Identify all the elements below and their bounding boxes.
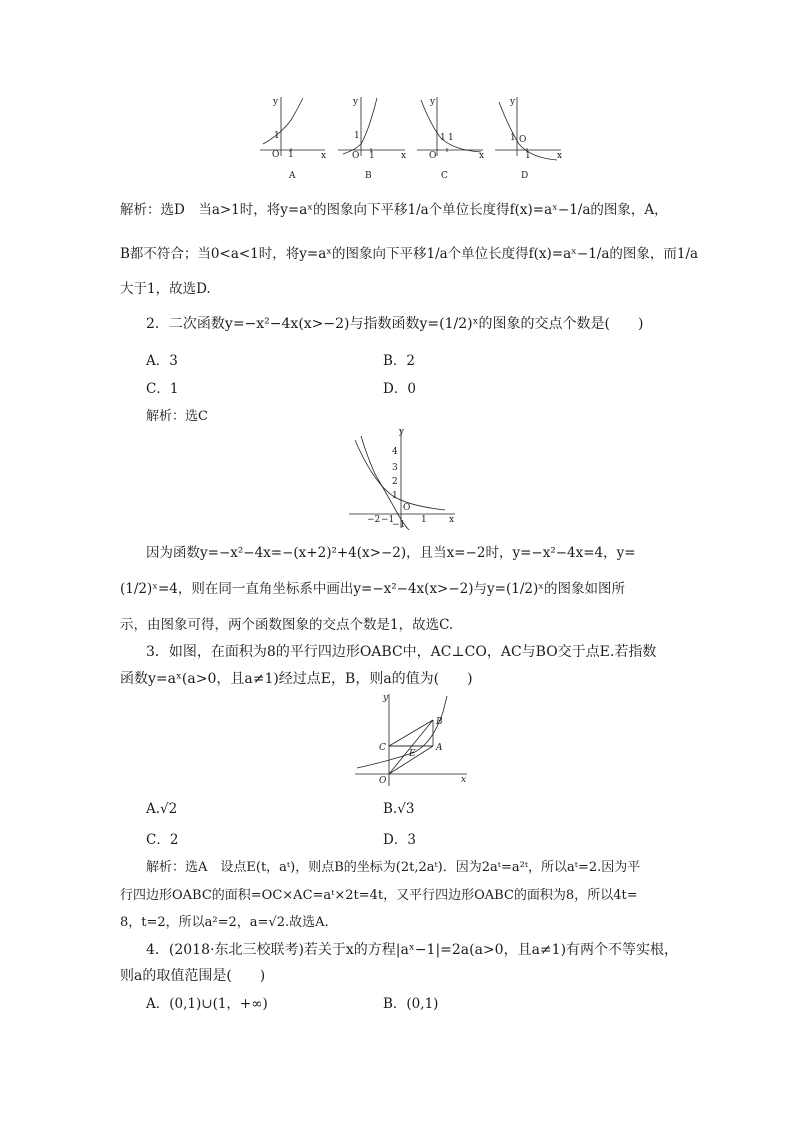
tick-one: 1 [448, 133, 454, 143]
panel-label-c: C [441, 171, 448, 181]
q3-stem-line1: 3．如图，在面积为8的平行四边形OABC中，AC⊥CO，AC与BO交于点E.若指数 [146, 644, 657, 660]
tick-y-neg1: −1 [392, 520, 406, 530]
tick-y-3: 3 [392, 463, 398, 473]
origin-label: O [272, 150, 280, 160]
point-label-b: B [436, 717, 443, 727]
q4-stem-line2: 则a的取值范围是( ) [120, 968, 266, 984]
tick-one: 1 [440, 133, 446, 143]
q3-stem-line2: 函数y=aˣ(a>0，且a≠1)经过点E，B，则a的值为( ) [120, 671, 473, 687]
panel-label-a: A [289, 171, 296, 181]
axis-label-y: y [353, 97, 359, 107]
tick-x-1: 1 [421, 515, 427, 525]
tick-one: 1 [354, 131, 360, 141]
figure-options-graphs [255, 92, 565, 182]
origin-label: O [403, 503, 411, 513]
q2-stem: 2．二次函数y=−x²−4x(x>−2)与指数函数y=(1/2)ˣ的图象的交点个数是( ) [146, 316, 644, 332]
origin-label: O [352, 151, 360, 161]
tick-x-neg2: −2 [367, 515, 381, 525]
q3-graph-svg [353, 690, 473, 790]
q3-option-a: A.√2 [146, 801, 178, 817]
point-label-a: A [436, 743, 443, 753]
point-label-e: E [409, 749, 416, 759]
axis-label-y: y [273, 97, 279, 107]
panel-label-d: D [521, 171, 529, 181]
axis-label-y: y [399, 427, 405, 437]
tick-y-1: 1 [392, 491, 398, 501]
tick-y-4: 4 [392, 447, 398, 457]
origin-label: O [429, 151, 437, 161]
q2-explain-line3: 示，由图象可得，两个函数图象的交点个数是1，故选C. [120, 617, 454, 633]
q2-graph-svg [343, 426, 461, 530]
q4-option-b: B．(0,1) [383, 996, 439, 1012]
q2-option-b: B．2 [383, 353, 416, 369]
q2-option-c: C．1 [146, 381, 179, 397]
point-label-o: O [379, 776, 387, 786]
axis-label-y: y [383, 693, 389, 703]
axis-label-x: x [479, 151, 485, 161]
q4-option-a: A．(0,1)∪(1，+∞) [146, 996, 268, 1012]
axis-label-x: x [461, 775, 467, 785]
point-label-c: C [379, 743, 386, 753]
q2-figure [343, 426, 461, 530]
axis-label-x: x [321, 151, 327, 161]
tick-one: 1 [510, 133, 516, 143]
q4-stem-line1: 4．(2018·东北三校联考)若关于x的方程|aˣ−1|=2a(a>0，且a≠1)有两个不等实根， [146, 942, 679, 958]
q3-explain-line3: 8，t=2，所以a²=2，a=√2.故选A. [120, 915, 329, 930]
tick-x-neg1: −1 [381, 515, 395, 525]
q2-option-a: A．3 [146, 353, 178, 369]
axis-label-x: x [449, 515, 455, 525]
q1-solution-line3: 大于1，故选D. [120, 281, 211, 297]
tick-one: 1 [525, 151, 531, 161]
q3-explain-line1: 解析：选A 设点E(t，aᵗ)，则点B的坐标为(2t,2aᵗ)．因为2aᵗ=a²ᵗ，所以aᵗ=2.因为平 [146, 860, 641, 875]
q3-figure [353, 690, 473, 790]
q1-solution-line1: 解析：选D 当a>1时，将y=aˣ的图象向下平移1/a个单位长度得f(x)=aˣ−1/a的图象，A， [120, 202, 668, 218]
four-graphs-svg [255, 92, 565, 182]
axis-label-y: y [510, 97, 516, 107]
tick-one: 1 [288, 150, 294, 160]
q2-answer: 解析：选C [146, 409, 208, 424]
q2-option-d: D．0 [383, 381, 416, 397]
tick-one: 1 [274, 131, 280, 141]
q3-option-d: D．3 [383, 832, 416, 848]
q2-explain-line1: 因为函数y=−x²−4x=−(x+2)²+4(x>−2)，且当x=−2时，y=−x²−4x=4，y= [146, 545, 636, 561]
tick-y-2: 2 [392, 477, 398, 487]
axis-label-x: x [557, 151, 563, 161]
q2-explain-line2: (1/2)ˣ=4，则在同一直角坐标系中画出y=−x²−4x(x>−2)与y=(1/2)ˣ的图象如图所 [120, 581, 625, 597]
q1-solution-line2: B都不符合；当0<a<1时，将y=aˣ的图象向下平移1/a个单位长度得f(x)=aˣ−1/a的图象，而1/a [120, 246, 699, 262]
tick-one: 1 [369, 151, 375, 161]
q3-option-c: C．2 [146, 832, 179, 848]
axis-label-y: y [430, 97, 436, 107]
q3-option-b: B.√3 [383, 801, 415, 817]
panel-label-b: B [365, 171, 372, 181]
q3-explain-line2: 行四边形OABC的面积=OC×AC=aᵗ×2t=4t，又平行四边形OABC的面积为8，所以4t= [120, 888, 638, 903]
axis-label-x: x [401, 151, 407, 161]
origin-label: O [519, 135, 527, 145]
